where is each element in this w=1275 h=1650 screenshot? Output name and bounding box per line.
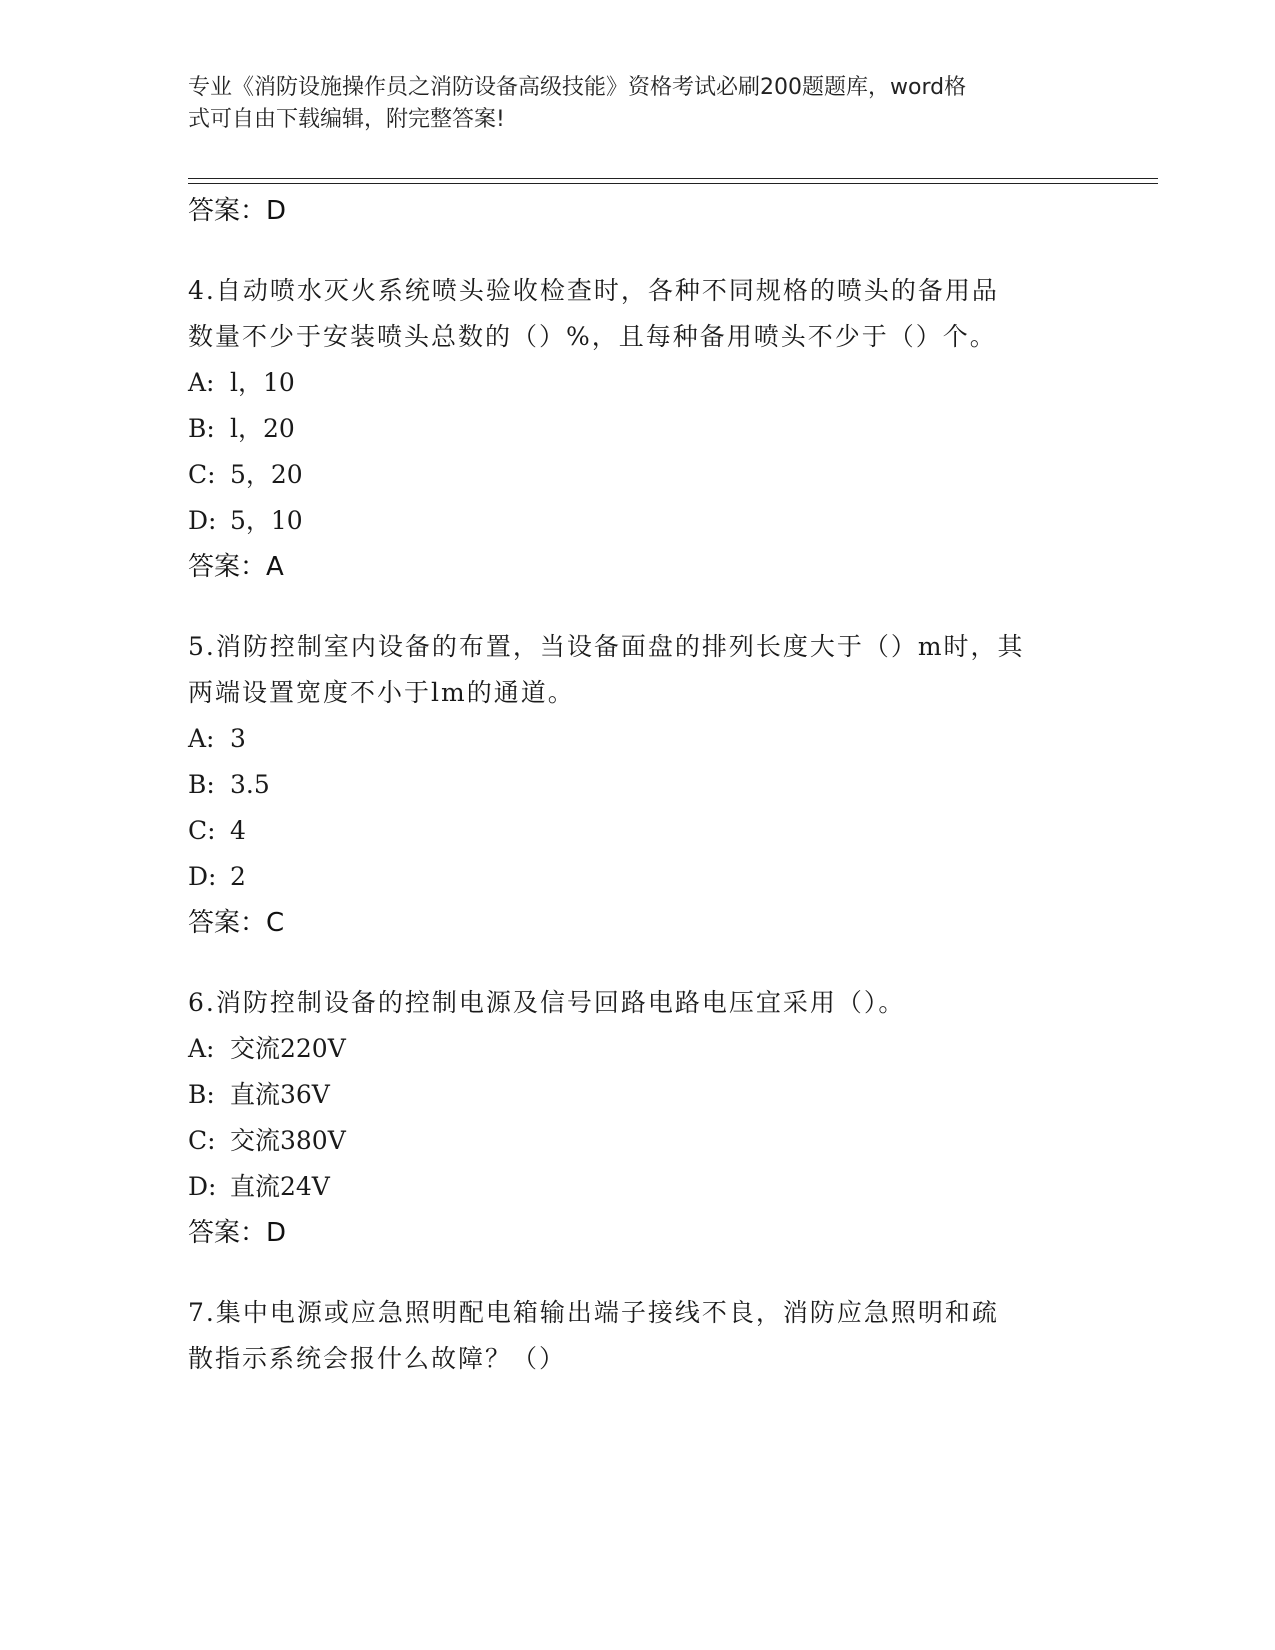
question-text-line: 数量不少于安装喷头总数的（）%，且每种备用喷头不少于（）个。 (188, 322, 997, 351)
option-letter: A: (188, 724, 215, 753)
option-letter: B: (188, 1080, 215, 1109)
option-letter: D: (188, 506, 217, 535)
option-text: 直流24V (230, 1172, 330, 1201)
option-b (188, 762, 1088, 808)
option-c (188, 452, 1088, 498)
option-letter: A: (188, 1034, 215, 1063)
option-text: 3 (230, 724, 246, 753)
question-4 (188, 268, 1088, 590)
answer-line: 答案：C (188, 908, 285, 938)
option-text: 3.5 (230, 770, 270, 799)
option-letter: B: (188, 770, 215, 799)
option-b (188, 406, 1088, 452)
option-letter: D: (188, 1172, 217, 1201)
question-text-line: 散指示系统会报什么故障？（） (188, 1344, 567, 1373)
question-5 (188, 624, 1088, 946)
answer-line: 答案：D (188, 1218, 287, 1248)
option-c (188, 1118, 1088, 1164)
question-text-line: 5.消防控制室内设备的布置，当设备面盘的排列长度大于（）m时，其 (188, 632, 1025, 661)
option-d (188, 1164, 1088, 1210)
option-letter: A: (188, 368, 215, 397)
option-text: 5，10 (230, 506, 303, 535)
option-letter: C: (188, 816, 216, 845)
option-text: l，20 (230, 414, 295, 443)
document-header (188, 72, 1088, 136)
option-text: 交流220V (230, 1034, 346, 1063)
option-text: 5，20 (230, 460, 303, 489)
question-7 (188, 1290, 1088, 1382)
option-letter: C: (188, 460, 216, 489)
header-divider-bottom (188, 183, 1158, 184)
option-c (188, 808, 1088, 854)
option-text: l，10 (230, 368, 295, 397)
option-b (188, 1072, 1088, 1118)
option-d (188, 854, 1088, 900)
header-divider-top (188, 178, 1158, 179)
question-text-line: 4.自动喷水灭火系统喷头验收检查时，各种不同规格的喷头的备用品 (188, 276, 999, 305)
question-text-line: 两端设置宽度不小于lm的通道。 (188, 678, 575, 707)
option-d (188, 498, 1088, 544)
option-text: 4 (230, 816, 246, 845)
option-a (188, 1026, 1088, 1072)
answer-line: 答案：A (188, 552, 284, 582)
question-text-line: 7.集中电源或应急照明配电箱输出端子接线不良，消防应急照明和疏 (188, 1298, 999, 1327)
option-letter: B: (188, 414, 215, 443)
option-text: 2 (230, 862, 246, 891)
option-a (188, 716, 1088, 762)
question-6 (188, 980, 1088, 1256)
document-body (188, 188, 1088, 1382)
header-line-2: 式可自由下载编辑，附完整答案! (188, 107, 505, 132)
option-text: 交流380V (230, 1126, 346, 1155)
option-text: 直流36V (230, 1080, 330, 1109)
option-letter: D: (188, 862, 217, 891)
question-text-line: 6.消防控制设备的控制电源及信号回路电路电压宜采用（）。 (188, 988, 906, 1017)
header-line-1: 专业《消防设施操作员之消防设备高级技能》资格考试必刷200题题库，word格 (188, 75, 967, 100)
option-letter: C: (188, 1126, 216, 1155)
previous-answer: 答案：D (188, 196, 287, 226)
option-a (188, 360, 1088, 406)
